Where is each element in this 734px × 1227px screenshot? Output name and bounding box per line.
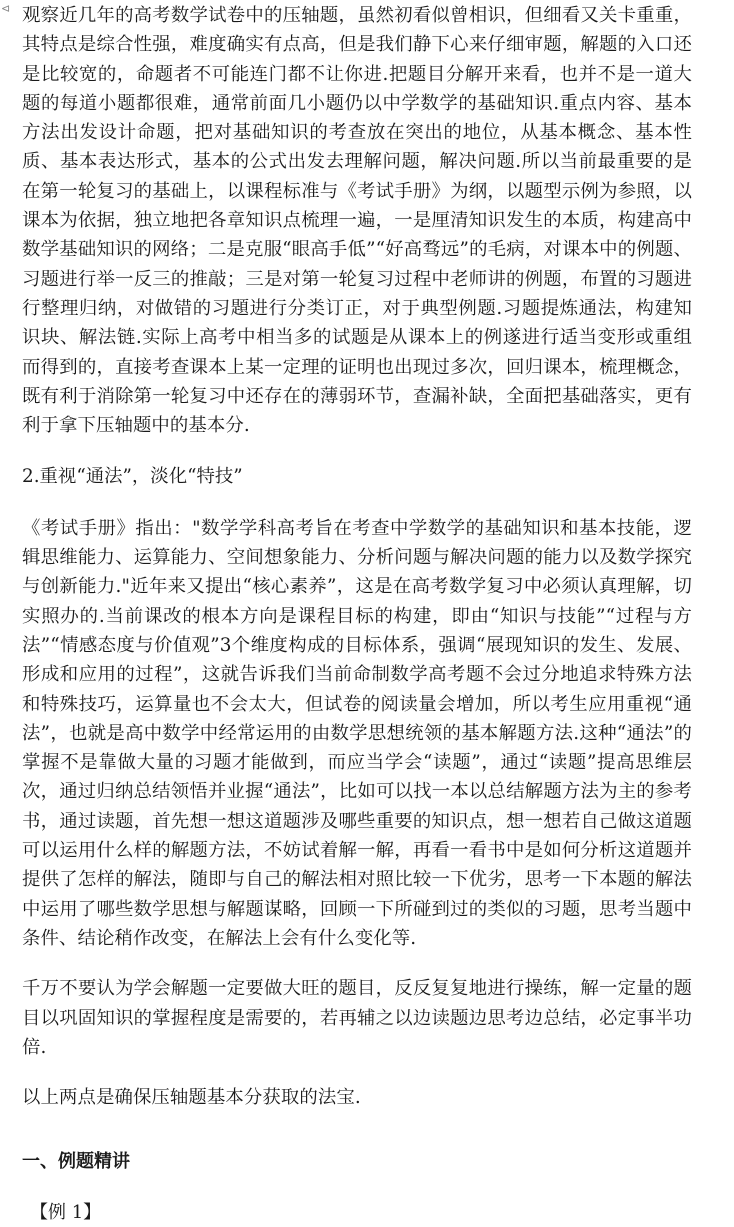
summary-paragraph: 以上两点是确保压轴题基本分获取的法宝. bbox=[22, 1087, 361, 1109]
intro-paragraph: 观察近几年的高考数学试卷中的压轴题，虽然初看似曾相识，但细看又关卡重重，其特点是综合性强，难度确实有点高，但是我们静下心来仔细审题，解题的入口还是比较宽的，命题者不可能连门都不让你进.把题目分解开来看，也并不是一道大题的每道小题都很难，通常前面几小题仍以中学数学的基础知识.重点内容、基本方法出发设计命题，把对基础知识的考查放在突出的地位，从基本概念、基本性质、基本表达形式，基本的公式出发去理解问题，解决问题.所以当前最重要的是在第一轮复习的基础上，以课程标准与《考试手册》为纲，以题型示例为参照，以课本为依据，独立地把各章知识点梳理一遍，一是厘清知识发生的本质，构建高中数学基础知识的网络；二是克服“眼高手低”“好高骛远”的毛病，对课本中的例题、习题进行举一反三的推敲；三是对第一轮复习过程中老师讲的例题，布置的习题进行整理归纳，对做错的习題进行分类订正，对于典型例题.习题提炼通法，构建知识块、解法链.实际上高考中相当多的试题是从课本上的例遂进行适当变形或重组而得到的，直接考查课本上某一定理的证明也出现过多次，回归课本，梳理概念，既有利于消除第一轮复习中还存在的薄弱环节，查漏补缺，全面把基础落实，更有利于拿下压轴题中的基本分. bbox=[22, 5, 692, 437]
handbook-paragraph: 《考试手册》指出："数学学科高考旨在考查中学数学的基础知识和基本技能，逻辑思维能力、运算能力、空间想象能力、分析问题与解决问题的能力以及数学探究与创新能力."近年来又提出“核心素养”，这是在高考数学复习中必须认真理解，切实照办的.当前课改的根本方向是课程目标的构建，即由“知识与技能”“过程与方法”“情感态度与价值观”3个维度构成的目标体系，强调“展现知识的发生、发展、形成和应用的过程”，这就告诉我们当前命制数学高考题不会过分地追求特殊方法和特殊技巧，运算量也不会太大，但试卷的阅读量会增加，所以考生应用重视“通法”，也就是高中数学中经常运用的由数学思想统领的基本解题方法.这种“通法”的掌握不是靠做大量的习题才能做到，而应当学会“读题”，通过“读题”提高思维层次，通过归纳总结领悟并业握“通法”，比如可以找一本以总结解题方法为主的参考书，通过读题，首先想一想这道题涉及哪些重要的知识点，想一想若自己做这道题可以运用什么样的解题方法，不妨试着解一解，再看一看书中是如何分析这道题并提供了怎样的解法，随即与自己的解法相对照比较一下优劣，思考一下本题的解法中运用了哪些数学思想与解题谋略，回顾一下所碰到过的类似的习题，思考当题中条件、结论稍作改变，在解法上会有什么变化等. bbox=[22, 517, 692, 949]
subheading-general-methods: 2.重视“通法”，淡化“特技” bbox=[22, 466, 243, 488]
document-body bbox=[22, 0, 692, 1227]
example-label: 【例 1】 bbox=[30, 1202, 102, 1224]
corner-arrow-icon: ⊲ bbox=[1, 2, 11, 15]
section-title: 一、例题精讲 bbox=[22, 1151, 130, 1173]
practice-paragraph: 千万不要认为学会解题一定要做大旺的题目，反反复复地进行操练，解一定量的题目以巩固知识的掌握程度是需要的，若再辅之以边读题边思考边总结，必定事半功倍. bbox=[22, 978, 692, 1058]
